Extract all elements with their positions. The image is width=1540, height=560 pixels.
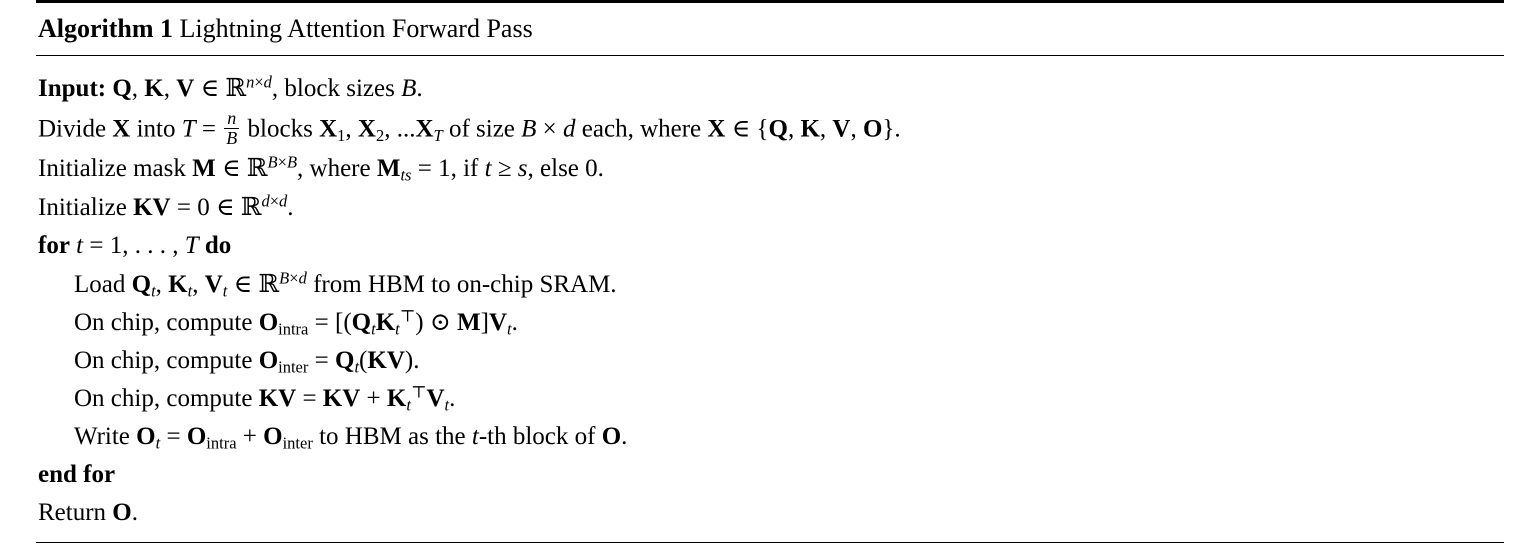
algorithm-body [36, 56, 1504, 542]
algorithm-line-compute-intra: On chip, compute $O_{intra} = [(Q_tK_t^⊤)$ ⊙ $M]V_t$. [74, 306, 518, 339]
algorithm-line-compute-kv: On chip, compute KV = KV + $K_t^⊤V_t$. [74, 382, 456, 415]
algorithm-line-return: Return O. [38, 498, 138, 526]
algorithm-line-write: Write $O_t = O_{intra} + O_{inter}$ to HBM as the t-th block of O. [74, 422, 628, 453]
algorithm-line-init-kv: Initialize KV = 0 ∈ ℝ$^{d\times d}$. [38, 191, 294, 221]
bottom-rule [36, 542, 1504, 543]
algorithm-line-divide: Divide X into T = $\frac{n}{B}$ blocks $X_1$, $X_2$, $...X_T$ of size B × d each, where X ∈ {Q, K, V, O}. [38, 108, 901, 148]
algorithm-line-end-for: end for [38, 460, 116, 488]
algorithm-line-init-mask: Initialize mask M ∈ ℝ$^{B\times B}$, where $M_{ts} = 1$, if t ≥ s, else 0. [38, 152, 604, 185]
algorithm-line-input: Input: Q, K, V ∈ ℝ$^{n\times d}$, block sizes B. [38, 72, 423, 103]
algorithm-line-load: Load $Q_t$, $K_t$, $V_t$ ∈ ℝ$^{B\times d}$ from HBM to on-chip SRAM. [74, 268, 617, 301]
algorithm-title-text: Lightning Attention Forward Pass [179, 14, 533, 43]
algorithm-line-for: for t = 1, . . . , T do [38, 231, 232, 259]
algorithm-line-compute-inter: On chip, compute $O_{inter} = Q_t(KV)$. [74, 346, 420, 377]
algorithm-title [36, 3, 1504, 55]
algorithm-label: Algorithm 1 [38, 14, 174, 43]
